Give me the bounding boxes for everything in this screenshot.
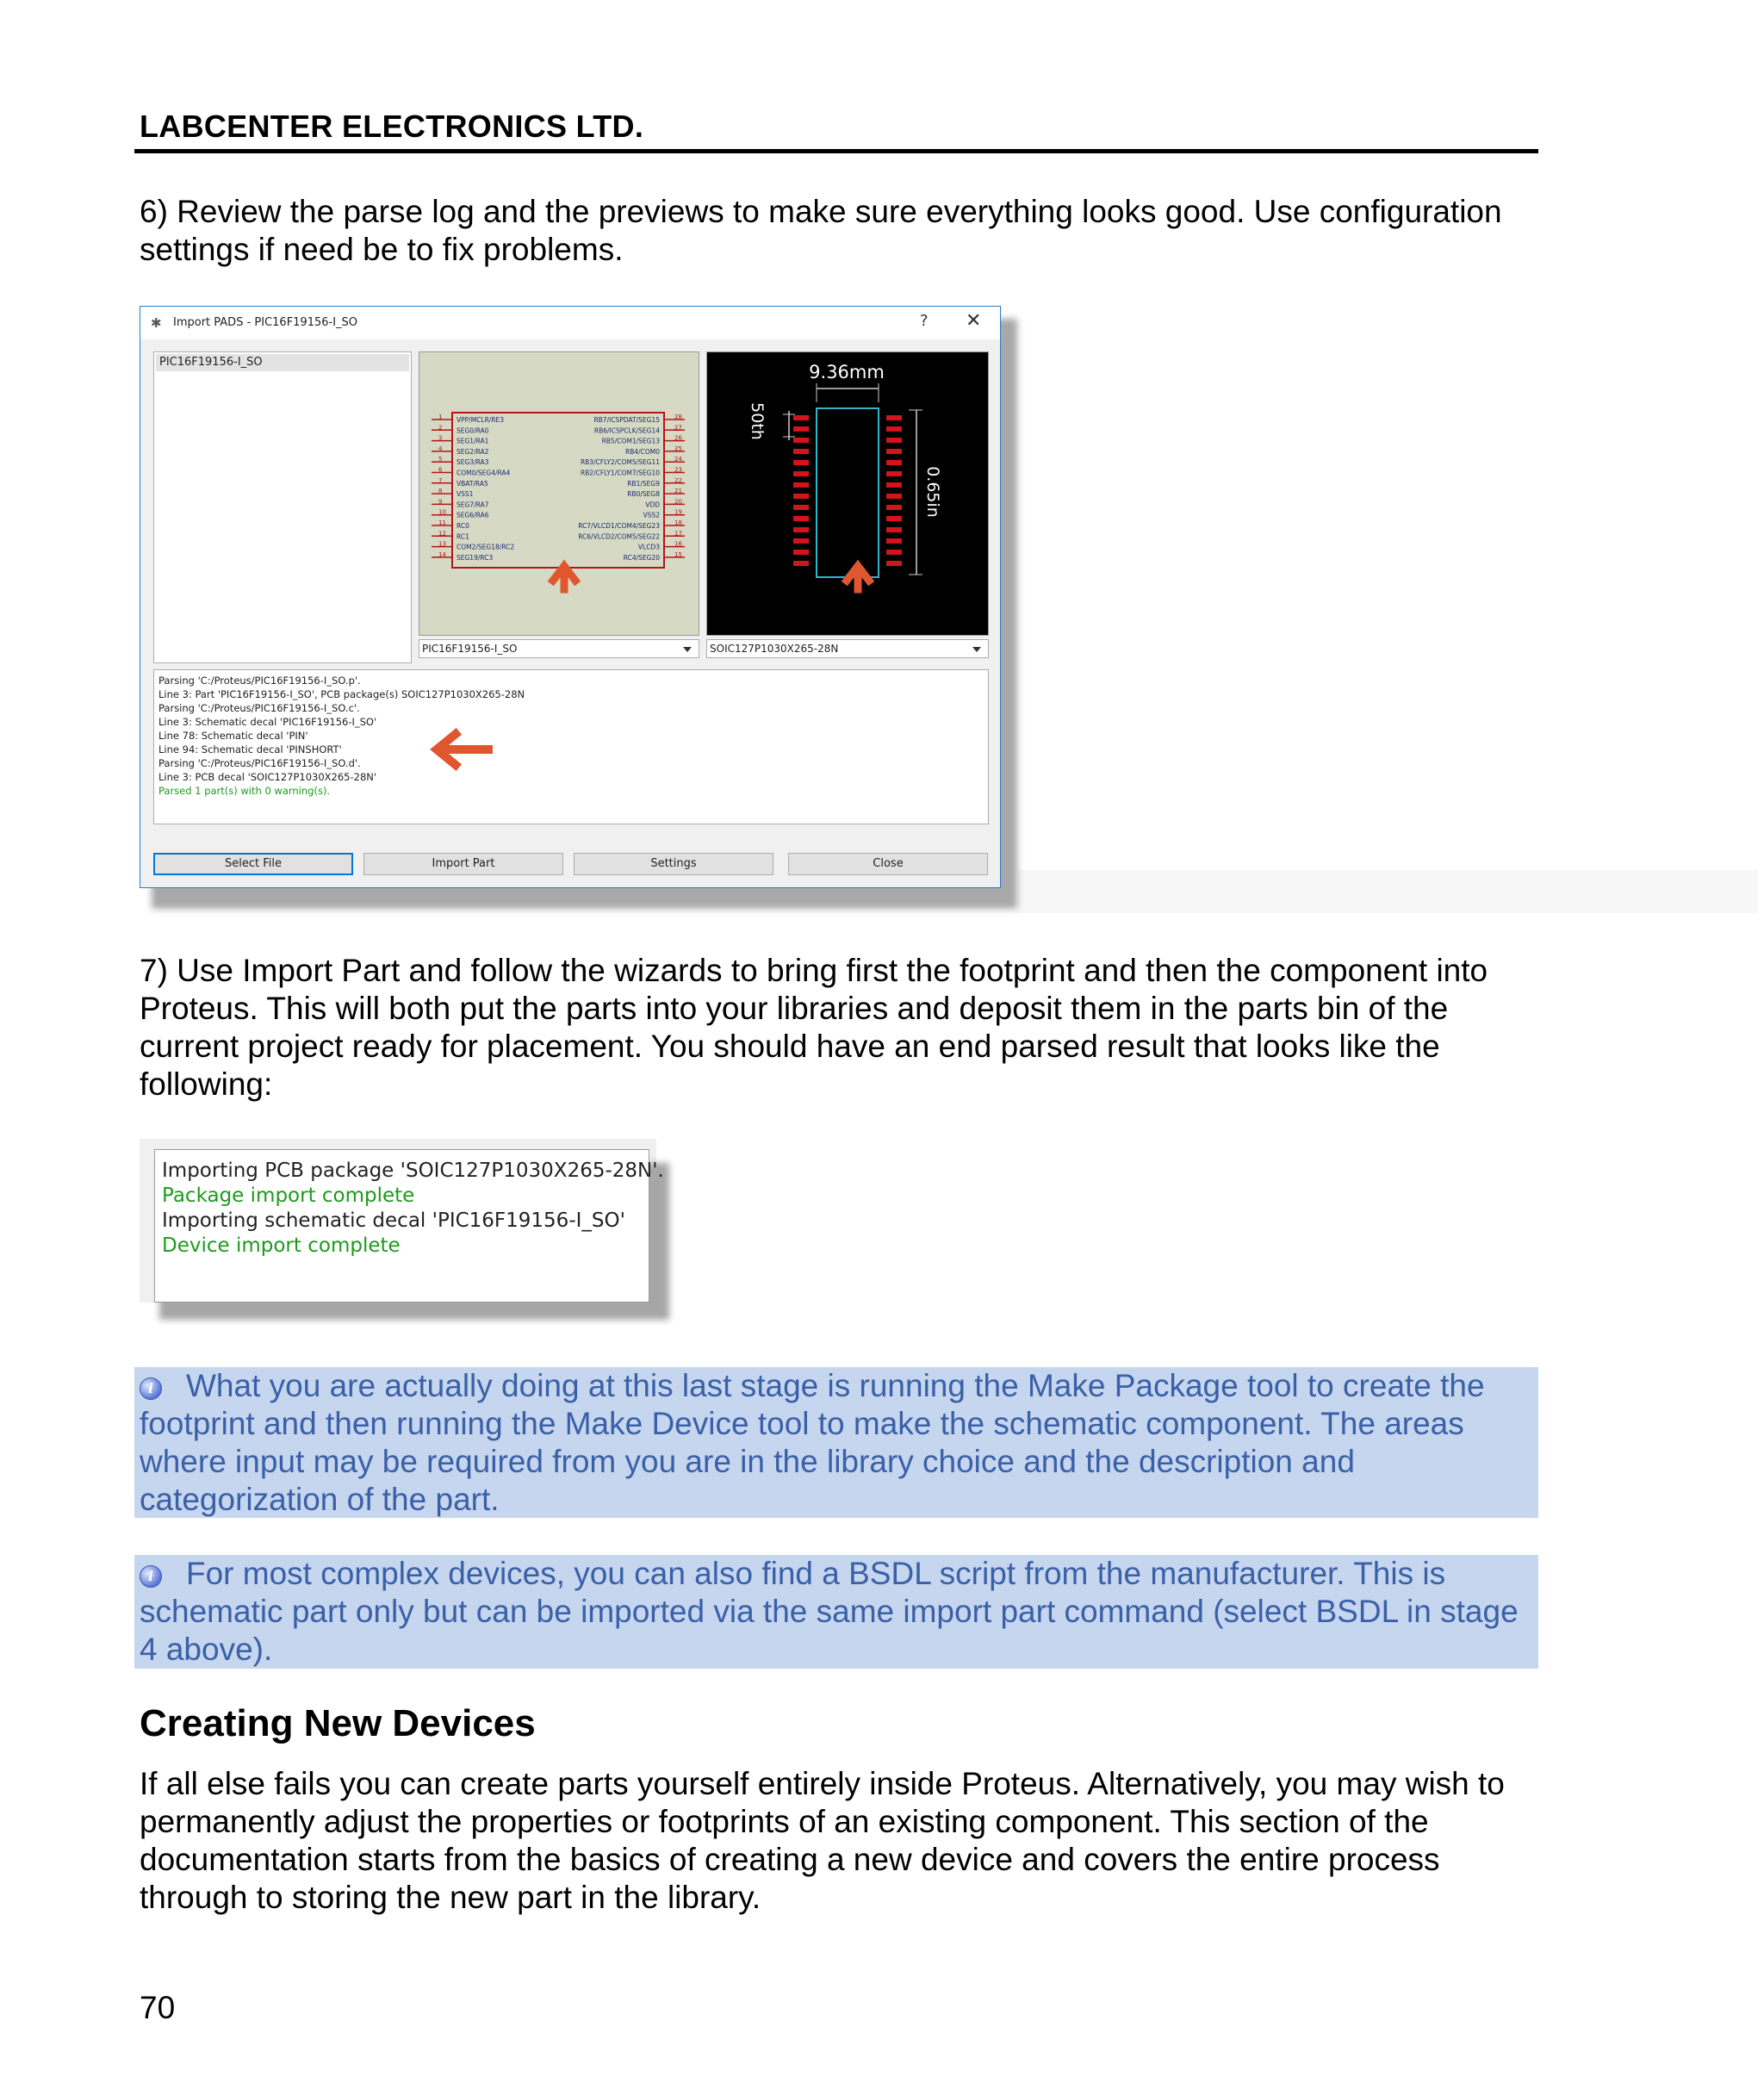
schematic-pin-label: VBAT/RA5 xyxy=(457,479,488,488)
schematic-pin-number: 5 xyxy=(438,456,443,463)
pcb-drawing xyxy=(707,352,988,635)
chevron-down-icon xyxy=(683,647,692,652)
schematic-pin-label: SEG6/RA6 xyxy=(457,511,489,519)
log-line: Line 3: Schematic decal 'PIC16F19156-I_SO' xyxy=(158,716,377,728)
pcb-width-label: 9.36mm xyxy=(809,362,885,382)
import-part-button[interactable]: Import Part xyxy=(363,853,563,875)
page-number: 70 xyxy=(140,1990,176,2025)
select-file-button[interactable]: Select File xyxy=(153,853,353,875)
pcb-pad-right xyxy=(886,494,902,499)
schematic-pin-label: VSS2 xyxy=(643,511,660,519)
dialog-title: Import PADS - PIC16F19156-I_SO xyxy=(173,316,358,329)
dialog-titlebar xyxy=(140,307,1000,339)
pcb-pad-right xyxy=(886,527,902,532)
schematic-pin-number: 20 xyxy=(674,498,682,506)
schematic-pin-label: RB5/COM1/SEG13 xyxy=(601,437,660,445)
schematic-pin-number: 10 xyxy=(438,508,446,516)
schematic-pin-number: 7 xyxy=(438,476,443,484)
schematic-pin-number: 16 xyxy=(674,540,682,548)
schematic-pin-number: 21 xyxy=(674,488,682,495)
step-7-text: 7) Use Import Part and follow the wizards to bring first the footprint and then the component into Proteus. This will both put the parts into your libraries and deposit them in the parts bin of the current project ready for placement. You should have an end parsed result that looks like the following: xyxy=(140,953,1488,1102)
close-icon[interactable]: ✕ xyxy=(966,310,982,332)
pcb-pad-left xyxy=(793,482,809,488)
schematic-pin-label: COM2/SEG18/RC2 xyxy=(457,543,515,551)
schematic-pin-number: 27 xyxy=(674,424,682,432)
schematic-pin-label: RB0/SEG8 xyxy=(627,490,660,499)
pcb-height-label: 0.65in xyxy=(923,466,942,518)
section-body: If all else fails you can create parts yourself entirely inside Proteus. Alternatively, you may wish to permanently adjust the properties or footprints of an existing component. This section of the documentation starts from the basics of creating a new device and covers the entire process through to storing the new part in the library. xyxy=(140,1766,1505,1915)
schematic-pin-number: 15 xyxy=(674,550,682,558)
schematic-decal-value: PIC16F19156-I_SO xyxy=(422,643,518,655)
pcb-pad-left xyxy=(793,505,809,510)
pcb-pad-right xyxy=(886,471,902,476)
schematic-pin-label: RC0 xyxy=(457,522,469,530)
part-list[interactable] xyxy=(153,351,412,663)
pcb-pad-left xyxy=(793,516,809,521)
result-line: Importing PCB package 'SOIC127P1030X265-28N'. xyxy=(162,1160,664,1182)
schematic-pin-number: 26 xyxy=(674,434,682,442)
section-heading: Creating New Devices xyxy=(140,1702,536,1744)
schematic-pin-label: RB7/ICSPDAT/SEG15 xyxy=(593,416,660,424)
schematic-pin-number: 18 xyxy=(674,519,682,526)
pcb-preview xyxy=(706,351,989,636)
pcb-pad-right xyxy=(886,415,902,420)
import-result-log xyxy=(154,1149,664,1303)
schematic-pin-number: 19 xyxy=(674,508,682,516)
schematic-decal-select[interactable] xyxy=(419,639,699,658)
schematic-pin-label: RC7/VLCD1/COM4/SEG23 xyxy=(578,522,660,530)
schematic-pin-number: 1 xyxy=(438,413,443,420)
schematic-pin-label: RC4/SEG20 xyxy=(623,553,660,562)
pcb-pad-right xyxy=(886,550,902,555)
arrow-left-icon xyxy=(428,724,497,775)
pcb-pad-left xyxy=(793,415,809,420)
schematic-pin-label: RB2/CFLY1/COM7/SEG10 xyxy=(580,469,660,477)
pcb-pad-right xyxy=(886,449,902,454)
schematic-pin-label: SEG19/RC3 xyxy=(457,553,494,562)
schematic-pin-number: 3 xyxy=(438,434,443,442)
pcb-pad-right xyxy=(886,505,902,510)
info-note xyxy=(134,1367,1538,1518)
schematic-pin-number: 4 xyxy=(438,445,443,452)
schematic-drawing xyxy=(419,352,699,635)
pcb-decal-value: SOIC127P1030X265-28N xyxy=(710,643,839,655)
schematic-pin-number: 6 xyxy=(438,466,443,474)
pcb-pad-right xyxy=(886,460,902,465)
settings-button[interactable]: Settings xyxy=(574,853,773,875)
schematic-pin-label: SEG3/RA3 xyxy=(457,458,489,467)
pcb-pad-right xyxy=(886,426,902,432)
log-line: Parsing 'C:/Proteus/PIC16F19156-I_SO.d'. xyxy=(158,757,361,769)
document-header: LABCENTER ELECTRONICS LTD. xyxy=(140,109,644,144)
result-line: Device import complete xyxy=(162,1234,401,1257)
info-icon: i xyxy=(140,1377,162,1400)
pcb-pad-right xyxy=(886,538,902,544)
pcb-pad-left xyxy=(793,471,809,476)
pcb-pad-left xyxy=(793,460,809,465)
schematic-pin-number: 28 xyxy=(674,413,682,420)
schematic-pin-label: RB4/COM0 xyxy=(624,447,660,456)
schematic-pin-label: VDD xyxy=(645,500,660,509)
result-line: Package import complete xyxy=(162,1184,415,1207)
pcb-pad-right xyxy=(886,438,902,443)
pcb-pad-left xyxy=(793,527,809,532)
schematic-pin-number: 25 xyxy=(674,445,682,452)
schematic-pin-label: RC6/VLCD2/COM5/SEG22 xyxy=(578,532,660,541)
footprint-outline xyxy=(817,408,879,577)
pcb-pad-right xyxy=(886,516,902,521)
schematic-preview xyxy=(419,351,699,636)
schematic-pin-label: COM0/SEG4/RA4 xyxy=(457,469,511,477)
header-rule xyxy=(134,149,1538,153)
pcb-decal-select[interactable] xyxy=(706,639,989,658)
schematic-pin-number: 9 xyxy=(438,498,443,506)
pcb-pad-left xyxy=(793,449,809,454)
log-line: Line 78: Schematic decal 'PIN' xyxy=(158,730,308,742)
step-6-text: 6) Review the parse log and the previews to make sure everything looks good. Use configuration settings if need be to fix problems. xyxy=(140,194,1502,267)
help-button[interactable]: ? xyxy=(920,312,929,330)
log-line: Parsing 'C:/Proteus/PIC16F19156-I_SO.p'. xyxy=(158,675,361,687)
app-icon: ✱ xyxy=(151,315,162,331)
schematic-pin-number: 17 xyxy=(674,530,682,538)
schematic-pin-number: 23 xyxy=(674,466,682,474)
schematic-pin-label: RB3/CFLY2/COM5/SEG11 xyxy=(580,458,660,467)
schematic-pin-number: 2 xyxy=(438,424,443,432)
close-button[interactable]: Close xyxy=(788,853,988,875)
pcb-pitch-label: 50th xyxy=(748,402,767,440)
pcb-pad-left xyxy=(793,426,809,432)
schematic-pin-label: VLCD3 xyxy=(637,543,660,551)
part-list-item[interactable]: PIC16F19156-I_SO xyxy=(156,354,409,371)
pcb-pad-left xyxy=(793,494,809,499)
schematic-pin-number: 14 xyxy=(438,550,446,558)
schematic-pin-number: 8 xyxy=(438,488,443,495)
schematic-pin-label: SEG2/RA2 xyxy=(457,447,489,456)
schematic-pin-label: RC1 xyxy=(457,532,469,541)
schematic-pin-number: 11 xyxy=(438,519,446,526)
info-icon: i xyxy=(140,1565,162,1588)
schematic-pin-label: RB1/SEG9 xyxy=(627,479,660,488)
schematic-pin-label: RB6/ICSPCLK/SEG14 xyxy=(593,426,660,435)
result-line: Importing schematic decal 'PIC16F19156-I_SO' xyxy=(162,1209,625,1232)
schematic-pin-label: VSS1 xyxy=(457,490,474,499)
pcb-pad-right xyxy=(886,561,902,566)
log-line: Line 3: PCB decal 'SOIC127P1030X265-28N' xyxy=(158,771,377,783)
schematic-pin-label: VPP/MCLR/RE3 xyxy=(457,416,505,424)
schematic-pin-number: 24 xyxy=(674,456,682,463)
pcb-pad-left xyxy=(793,538,809,544)
schematic-pin-number: 12 xyxy=(438,530,446,538)
arrow-up-icon xyxy=(847,566,869,589)
parse-log xyxy=(153,669,989,824)
info-note-text: For most complex devices, you can also find a BSDL script from the manufacturer. This is schematic part only but can be imported via the same import part command (select BSDL in stage 4 above). xyxy=(140,1556,1519,1667)
screenshot-bg-strip xyxy=(1017,870,1758,913)
log-line: Parsing 'C:/Proteus/PIC16F19156-I_SO.c'. xyxy=(158,702,360,714)
info-note-text: What you are actually doing at this last stage is running the Make Package tool to create the footprint and then running the Make Device tool to make the schematic component. The areas where input may be required from you are in the library choice and the description and categorization of the part. xyxy=(140,1368,1485,1517)
log-line: Line 3: Part 'PIC16F19156-I_SO', PCB package(s) SOIC127P1030X265-28N xyxy=(158,688,525,700)
schematic-pin-label: SEG7/RA7 xyxy=(457,500,489,509)
log-line: Line 94: Schematic decal 'PINSHORT' xyxy=(158,743,342,755)
log-status: Parsed 1 part(s) with 0 warning(s). xyxy=(158,785,331,797)
schematic-pin-number: 13 xyxy=(438,540,446,548)
schematic-pin-label: SEG1/RA1 xyxy=(457,437,489,445)
schematic-pin-label: SEG0/RA0 xyxy=(457,426,489,435)
pcb-pad-left xyxy=(793,561,809,566)
schematic-pin-number: 22 xyxy=(674,476,682,484)
pcb-pad-left xyxy=(793,550,809,555)
arrow-up-icon xyxy=(553,566,575,589)
pcb-pad-left xyxy=(793,438,809,443)
chevron-down-icon xyxy=(972,647,981,652)
import-pads-dialog xyxy=(140,306,1001,888)
pcb-pad-right xyxy=(886,482,902,488)
info-note xyxy=(134,1555,1538,1669)
